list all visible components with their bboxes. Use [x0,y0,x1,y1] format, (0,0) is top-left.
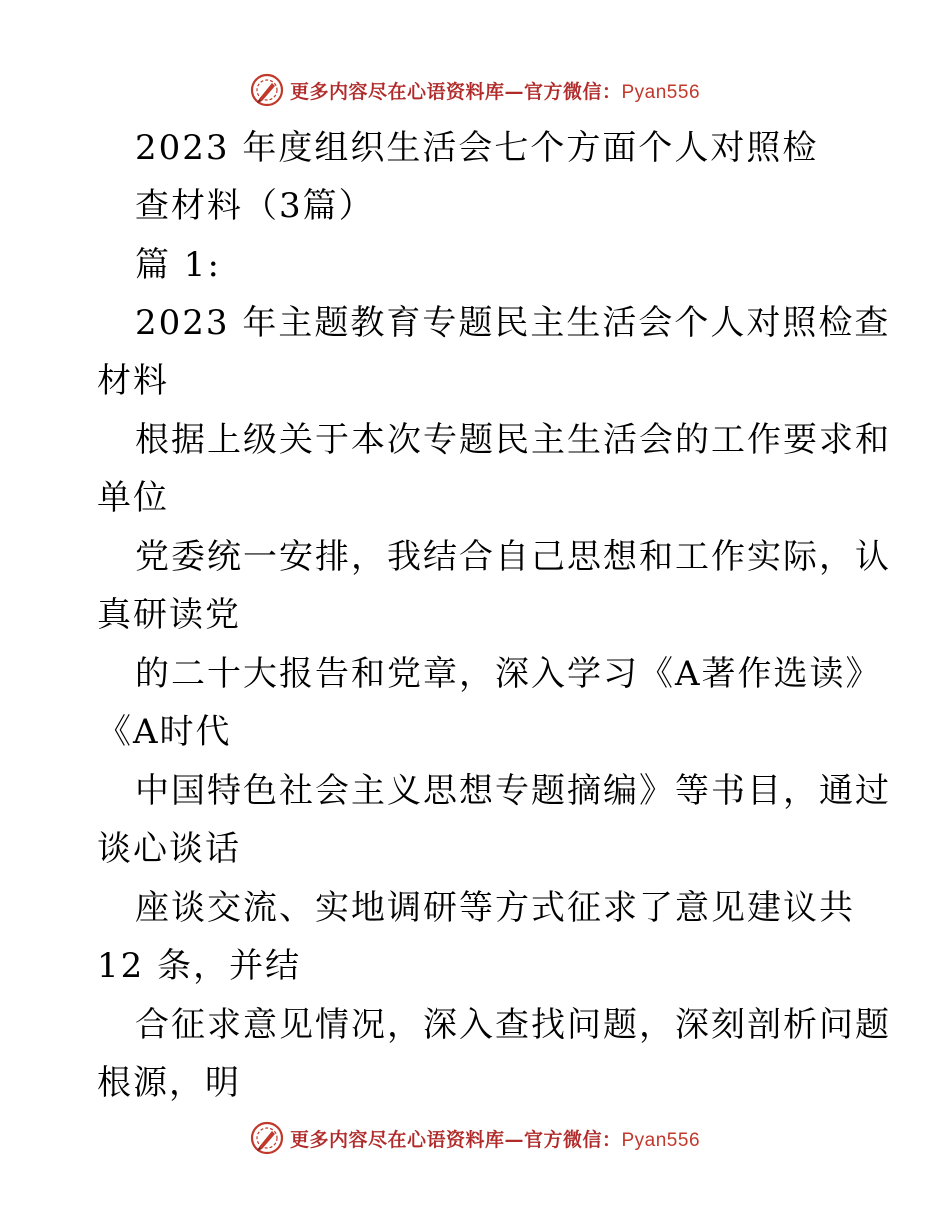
paragraph-line: 12 条，并结 [97,946,302,986]
paragraph-line: 《A时代 [97,712,232,752]
paragraph-line: 根据上级关于本次专题民主生活会的工作要求和 [135,420,891,460]
watermark-label: 更多内容尽在心语资料库—官方微信： [289,80,622,103]
watermark-label: 更多内容尽在心语资料库—官方微信： [289,1128,622,1151]
paragraph-line: 真研读党 [97,595,241,635]
paragraph-line: 单位 [97,478,169,518]
paragraph-line: 党委统一安排，我结合自己思想和工作实际，认 [135,537,891,577]
pen-logo-icon [250,73,284,107]
header-watermark-banner [0,70,950,110]
paragraph-line: 2023 年主题教育专题民主生活会个人对照检查 [135,303,891,343]
paragraph-line: 座谈交流、实地调研等方式征求了意见建议共 [135,888,855,928]
doc-title-line-2: 查材料（3篇） [135,186,375,226]
paragraph-line: 合征求意见情况，深入查找问题，深刻剖析问题 [135,1005,891,1045]
paragraph-line: 根源，明 [97,1063,241,1103]
watermark-text [290,77,700,104]
footer-watermark-banner [0,1118,950,1158]
wechat-id: Pyan556 [621,1129,701,1151]
section-heading: 篇 1: [135,245,221,285]
watermark-text [290,1125,700,1152]
doc-title-line-1: 2023 年度组织生活会七个方面个人对照检 [135,128,819,168]
paragraph-line: 材料 [97,361,169,401]
paragraph-line: 的二十大报告和党章，深入学习《A著作选读》 [135,654,882,694]
paragraph-line: 谈心谈话 [97,829,241,869]
wechat-id: Pyan556 [621,81,701,103]
pen-logo-icon [250,1121,284,1155]
paragraph-line: 中国特色社会主义思想专题摘编》等书目，通过 [135,771,891,811]
